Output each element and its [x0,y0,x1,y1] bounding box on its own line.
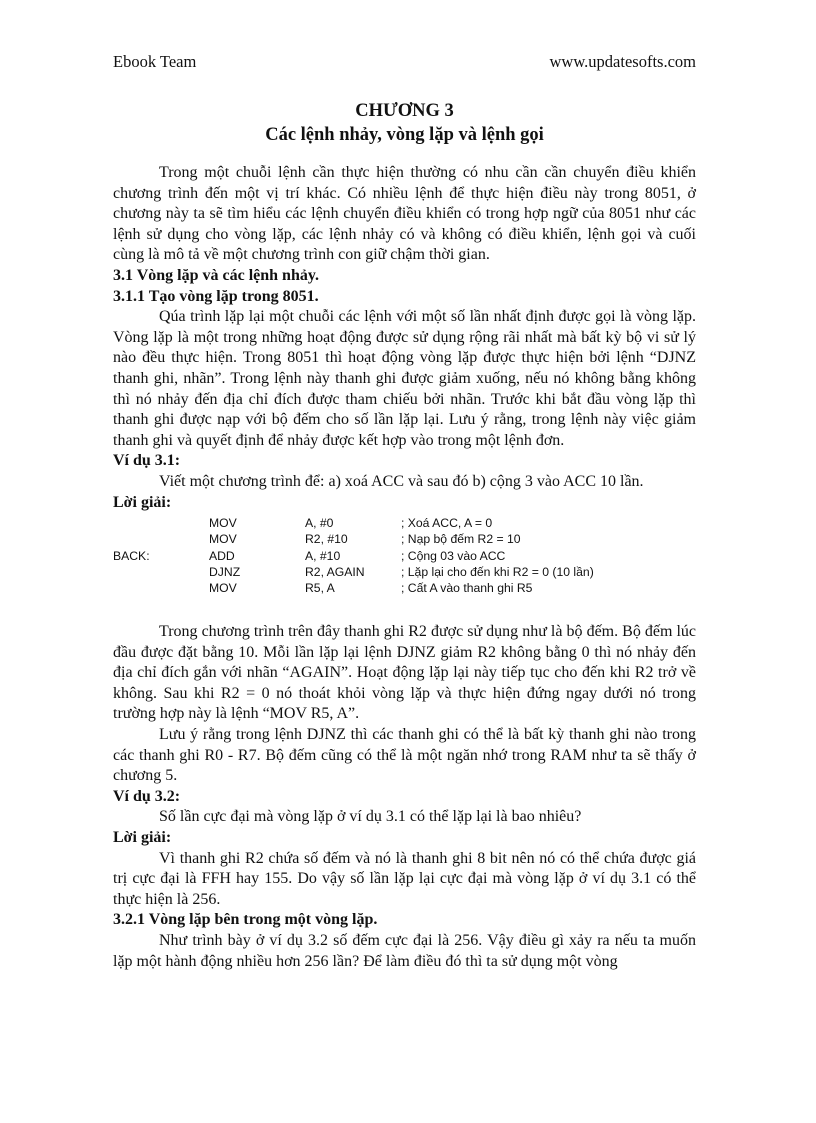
code-label [113,531,209,547]
code-listing [113,515,696,596]
chapter-subtitle: Các lệnh nhảy, vòng lặp và lệnh gọi [265,125,544,145]
code-label [113,515,209,531]
code-operands: R5, A [305,580,335,595]
example-3-2-label: Ví dụ 3.2: [113,787,181,805]
code-line [113,531,696,547]
code-opcode: ADD [209,548,235,563]
code-label [113,580,209,596]
spacer [113,596,696,622]
code-opcode: MOV [209,580,237,595]
loop-paragraph: Qúa trình lặp lại một chuỗi các lệnh với một số lần nhất định được gọi là vòng lặp. Vòng lặp là một trong những hoạt động được sử dụng rộng rãi nhất mà bất kỳ bộ vi sử lý nào đều thực hiện. Trong 8051 thì hoạt động vòng lặp được thực hiện bởi lệnh “DJNZ thanh ghi, nhãn”. Trong lệnh này thanh ghi được giảm xuống, nếu nó không bằng không thì nó nhảy đến địa chỉ đích được tham chiếu bởi nhãn. Trước khi bắt đầu vòng lặp thì thanh ghi được nạp với bộ đếm cho số lần lặp lại. Lưu ý rằng, trong lệnh này việc giảm thanh ghi và quyết định để nhảy được kết hợp vào trong một lệnh đơn. [113,308,696,449]
nested-loop-paragraph: Như trình bày ở ví dụ 3.2 số đếm cực đại là 256. Vậy điều gì xảy ra nếu ta muốn lặp một hành động nhiều hơn 256 lần? Để làm điều đó thì ta sử dụng một vòng [113,932,696,970]
code-opcode: MOV [209,532,237,547]
code-operands: A, #10 [305,548,341,563]
example-3-1-label: Ví dụ 3.1: [113,452,181,470]
section-3-1-1-heading: 3.1.1 Tạo vòng lặp trong 8051. [113,287,319,305]
code-line [113,515,696,531]
header-left-text: Ebook Team [113,52,197,71]
code-label: BACK: [113,548,150,563]
page-content [113,99,696,972]
code-line [113,580,696,596]
section-3-2-1-heading: 3.2.1 Vòng lặp bên trong một vòng lặp. [113,911,378,929]
code-comment: ; Cất A vào thanh ghi R5 [401,580,533,595]
header-right-text: www.updatesofts.com [549,52,696,71]
code-operands: R2, AGAIN [305,564,365,579]
code-comment: ; Lặp lại cho đến khi R2 = 0 (10 lần) [401,564,594,579]
code-operands: A, #0 [305,516,334,531]
code-opcode: MOV [209,516,237,531]
example-3-1-question: Viết một chương trình để: a) xoá ACC và sau đó b) cộng 3 vào ACC 10 lần. [159,472,644,490]
explanation-paragraph-2: Lưu ý rằng trong lệnh DJNZ thì các thanh ghi có thể là bất kỳ thanh ghi nào trong các thanh ghi R0 - R7. Bộ đếm cũng có thể là một ngăn nhớ trong RAM như ta sẽ thấy ở chương 5. [113,726,696,785]
code-comment: ; Xoá ACC, A = 0 [401,516,493,531]
example-3-2-solution-label: Lời giải: [113,829,172,847]
example-3-2-answer: Vì thanh ghi R2 chứa số đếm và nó là thanh ghi 8 bit nên nó có thể chứa được giá trị cực đại là FFH hay 155. Do vậy số lần lặp lại cực đại mà vòng lặp ở ví dụ 3.1 có thể thực hiện là 256. [113,849,696,908]
explanation-paragraph-1: Trong chương trình trên đây thanh ghi R2 được sử dụng như là bộ đếm. Bộ đếm lúc đầu được đặt bằng 10. Mỗi lần lặp lại lệnh DJNZ giảm R2 không bằng 0 thì nó nhảy đến địa chỉ đích gắn với nhãn “AGAIN”. Hoạt động lặp lại này tiếp tục cho đến khi R2 trở về không. Sau khi R2 = 0 nó thoát khỏi vòng lặp và thực hiện đứng ngay dưới nó trong trường hợp này là lệnh “MOV R5, A”. [113,623,696,723]
section-3-1-heading: 3.1 Vòng lặp và các lệnh nhảy. [113,266,319,284]
code-label [113,564,209,580]
intro-paragraph: Trong một chuỗi lệnh cần thực hiện thường có nhu cần cần chuyển điều khiển chương trình đến một vị trí khác. Có nhiều lệnh để thực hiện điều này trong 8051, ở chương này ta sẽ tìm hiểu các lệnh chuyển điều khiển có trong hợp ngữ của 8051 như các lệnh sử dụng cho vòng lặp, các lệnh nhảy có và không có điều khiển, lệnh gọi và cuối cùng là mô tả về một chương trình con giữ chậm thời gian. [113,164,696,264]
code-line [113,548,696,564]
code-comment: ; Nạp bộ đếm R2 = 10 [401,532,521,547]
example-3-1-solution-label: Lời giải: [113,493,172,511]
code-line [113,564,696,580]
chapter-title: CHƯƠNG 3 [355,101,454,121]
code-comment: ; Cộng 03 vào ACC [401,548,506,563]
code-operands: R2, #10 [305,532,348,547]
code-opcode: DJNZ [209,564,241,579]
example-3-2-question: Số lần cực đại mà vòng lặp ở ví dụ 3.1 có thể lặp lại là bao nhiêu? [159,808,582,826]
